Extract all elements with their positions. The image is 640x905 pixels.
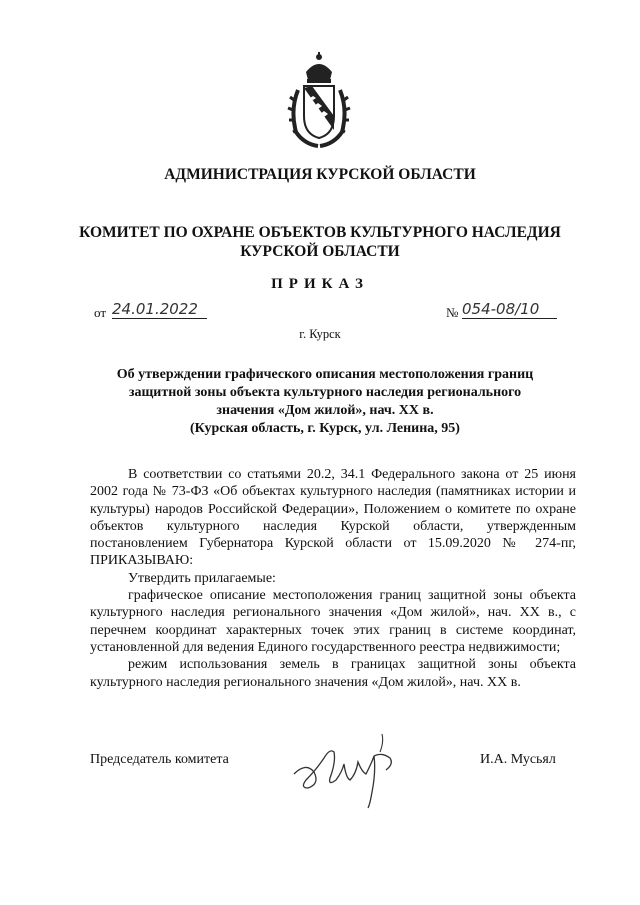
city: г. Курск — [299, 327, 341, 341]
date-value: 24.01.2022 — [112, 300, 207, 319]
document-subject — [90, 366, 560, 438]
date-label: от — [94, 305, 107, 320]
body-paragraph-4: режим использования земель в границах защитной зоны объекта культурного наследия регионального значения «Дом жилой», нач. XX в. — [90, 657, 576, 690]
subject-line4: (Курская область, г. Курск, ул. Ленина, 95) — [190, 421, 460, 436]
subject-line1: Об утверждении графического описания местоположения границ — [116, 367, 534, 382]
coat-of-arms-icon — [284, 50, 354, 150]
number-value: 054-08/10 — [462, 300, 557, 319]
signatory-name: И.А. Мусьял — [480, 752, 556, 767]
document-type: ПРИКАЗ — [271, 276, 369, 292]
document-body — [90, 466, 576, 691]
body-paragraph-1: В соответствии со статьями 20.2, 34.1 Федерального закона от 25 июня 2002 года № 73-ФЗ «Об объектах культурного наследия (памятниках истории и культуры) народов Российской Федерации», Положением о комитете по охране объектов культурного наследия Курской области, утвержденным постановлением Губернатора Курской области от 15.09.2020 № 274-пг, ПРИКАЗЫВАЮ: — [90, 467, 576, 569]
body-paragraph-2: Утвердить прилагаемые: — [128, 570, 276, 586]
committee-title-line1: КОМИТЕТ ПО ОХРАНЕ ОБЪЕКТОВ КУЛЬТУРНОГО НАСЛЕДИЯ — [79, 224, 561, 241]
committee-title-line2: КУРСКОЙ ОБЛАСТИ — [240, 243, 400, 260]
signatory-title: Председатель комитета — [90, 752, 229, 767]
committee-title — [0, 223, 640, 261]
number-label: № — [446, 305, 459, 320]
signature-icon — [286, 722, 416, 812]
subject-line2: защитной зоны объекта культурного наследия регионального — [128, 385, 522, 400]
administration-title: АДМИНИСТРАЦИЯ КУРСКОЙ ОБЛАСТИ — [164, 166, 476, 183]
body-paragraph-3: графическое описание местоположения границ защитной зоны объекта культурного наследия регионального значения «Дом жилой», нач. XX в., с перечнем координат характерных точек этих границ в системе координат, установленной для ведения Единого государственного реестра недвижимости; — [90, 588, 576, 655]
subject-line3: значения «Дом жилой», нач. XX в. — [216, 403, 434, 418]
